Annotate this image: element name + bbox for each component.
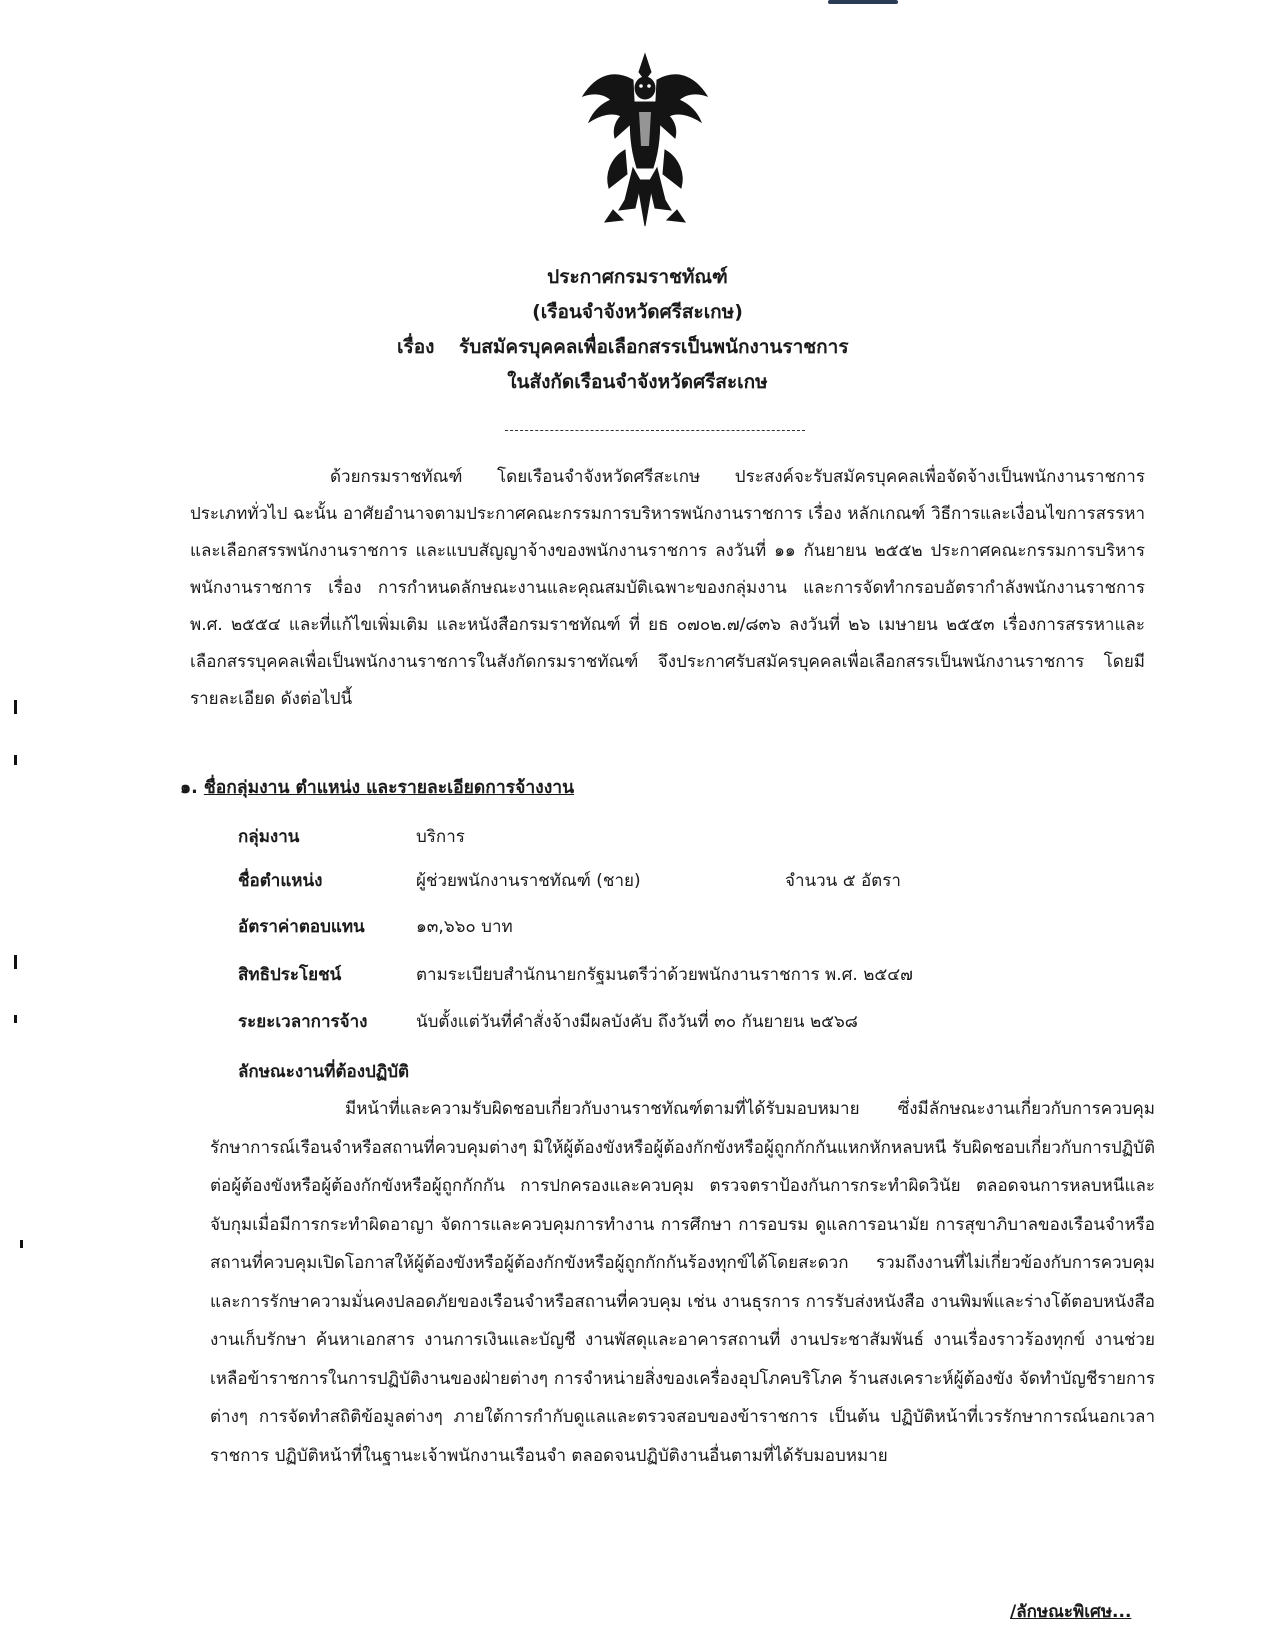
duties-heading: ลักษณะงานที่ต้องปฏิบัติ	[238, 1062, 410, 1082]
scan-speck	[14, 1015, 17, 1023]
announcement-title: ประกาศกรมราชทัณฑ์	[547, 266, 728, 288]
garuda-emblem-icon	[575, 50, 715, 230]
group-value: บริการ	[416, 827, 465, 847]
period-value: นับตั้งแต่วันที่คำสั่งจ้างมีผลบังคับ ถึงวันที่ ๓๐ กันยายน ๒๕๖๘	[416, 1012, 858, 1032]
duties-paragraph: มีหน้าที่และความรับผิดชอบเกี่ยวกับงานราชทัณฑ์ตามที่ได้รับมอบหมาย ซึ่งมีลักษณะงานเกี่ยวกับการควบคุมรักษาการณ์เรือนจำหรือสถานที่ควบคุมต่างๆ มิให้ผู้ต้องขังหรือผู้ต้องกักขังหรือผู้ถูกกักกันแหกหักหลบหนี รับผิดชอบเกี่ยวกับการปฏิบัติต่อผู้ต้องขังหรือผู้ต้องกักขังหรือผู้ถูกกักกัน การปกครองและควบคุม ตรวจตราป้องกันการกระทำผิดวินัย ตลอดจนการหลบหนีและจับกุมเมื่อมีการกระทำผิดอาญา จัดการและควบคุมการทำงาน การศึกษา การอบรม ดูแลการอนามัย การสุขาภิบาลของเรือนจำหรือสถานที่ควบคุมเปิดโอกาสให้ผู้ต้องขังหรือผู้ต้องกักขังหรือผู้ถูกกักกันร้องทุกข์ได้โดยสะดวก รวมถึงงานที่ไม่เกี่ยวข้องกับการควบคุมและการรักษาความมั่นคงปลอดภัยของเรือนจำหรือสถานที่ควบคุม เช่น งานธุรการ การรับส่งหนังสือ งานพิมพ์และร่างโต้ตอบหนังสือ งานเก็บรักษา ค้นหาเอกสาร งานการเงินและบัญชี งานพัสดุและอาคารสถานที่ งานประชาสัมพันธ์ งานเรื่องราวร้องทุกข์ งานช่วยเหลือข้าราชการในการปฏิบัติงานของฝ่ายต่างๆ การจำหน่ายสิ่งของเครื่องอุปโภคบริโภค ร้านสงเคราะห์ผู้ต้องขัง จัดทำบัญชีรายการต่างๆ การจัดทำสถิติข้อมูลต่างๆ ภายใต้การกำกับดูแลและตรวจสอบของข้าราชการ เป็นต้น ปฏิบัติหน้าที่เวรรักษาการณ์นอกเวลาราชการ ปฏิบัติหน้าที่ในฐานะเจ้าพนักงานเรือนจำ ตลอดจนปฏิบัติงานอื่นตามที่ได้รับมอบหมาย	[210, 1099, 1155, 1466]
scan-speck	[14, 755, 17, 765]
continuation-marker: /ลักษณะพิเศษ...	[1010, 1602, 1132, 1622]
scan-speck	[20, 1240, 23, 1248]
subject-label: เรื่อง	[397, 336, 435, 358]
scan-speck	[14, 955, 17, 969]
salary-label: อัตราค่าตอบแทน	[238, 917, 365, 937]
subject-text: รับสมัครบุคคลเพื่อเลือกสรรเป็นพนักงานราชการ	[459, 336, 849, 358]
header-divider	[505, 430, 805, 431]
scan-speck	[14, 700, 17, 714]
section-1-heading	[180, 773, 574, 801]
period-label: ระยะเวลาการจ้าง	[238, 1012, 368, 1032]
benefit-value: ตามระเบียบสำนักนายกรัฐมนตรีว่าด้วยพนักงานราชการ พ.ศ. ๒๕๔๗	[416, 965, 913, 985]
announcement-issuer: (เรือนจำจังหวัดศรีสะเกษ)	[532, 301, 743, 323]
benefit-label: สิทธิประโยชน์	[238, 965, 342, 985]
group-label: กลุ่มงาน	[238, 827, 300, 847]
section-title: ชื่อกลุ่มงาน ตำแหน่ง และรายละเอียดการจ้างงาน	[203, 778, 575, 798]
position-count: จำนวน ๕ อัตรา	[785, 871, 901, 891]
intro-paragraph: ด้วยกรมราชทัณฑ์ โดยเรือนจำจังหวัดศรีสะเกษ ประสงค์จะรับสมัครบุคคลเพื่อจัดจ้างเป็นพนักงานราชการ ประเภททั่วไป ฉะนั้น อาศัยอำนาจตามประกาศคณะกรรมการบริหารพนักงานราชการ เรื่อง หลักเกณฑ์ วิธีการและเงื่อนไขการสรรหาและเลือกสรรพนักงานราชการ และแบบสัญญาจ้างของพนักงานราชการ ลงวันที่ ๑๑ กันยายน ๒๕๕๒ ประกาศคณะกรรมการบริหารพนักงานราชการ เรื่อง การกำหนดลักษณะงานและคุณสมบัติเฉพาะของกลุ่มงาน และการจัดทำกรอบอัตรากำลังพนักงานราชการ พ.ศ. ๒๕๕๔ และที่แก้ไขเพิ่มเติม และหนังสือกรมราชทัณฑ์ ที่ ยธ ๐๗๐๒.๗/๘๓๖ ลงวันที่ ๒๖ เมษายน ๒๕๕๓ เรื่องการสรรหาและเลือกสรรบุคคลเพื่อเป็นพนักงานราชการในสังกัดกรมราชทัณฑ์ จึงประกาศรับสมัครบุคคลเพื่อเลือกสรรเป็นพนักงานราชการ โดยมีรายละเอียด ดังต่อไปนี้	[190, 467, 1145, 709]
salary-value: ๑๓,๖๖๐ บาท	[416, 917, 513, 937]
announcement-subject	[397, 332, 849, 362]
position-value: ผู้ช่วยพนักงานราชทัณฑ์ (ชาย)	[416, 871, 641, 891]
position-label: ชื่อตำแหน่ง	[238, 871, 323, 891]
section-number: ๑.	[180, 778, 198, 798]
announcement-subject-line2: ในสังกัดเรือนจำจังหวัดศรีสะเกษ	[507, 371, 768, 393]
scan-mark	[828, 0, 898, 4]
